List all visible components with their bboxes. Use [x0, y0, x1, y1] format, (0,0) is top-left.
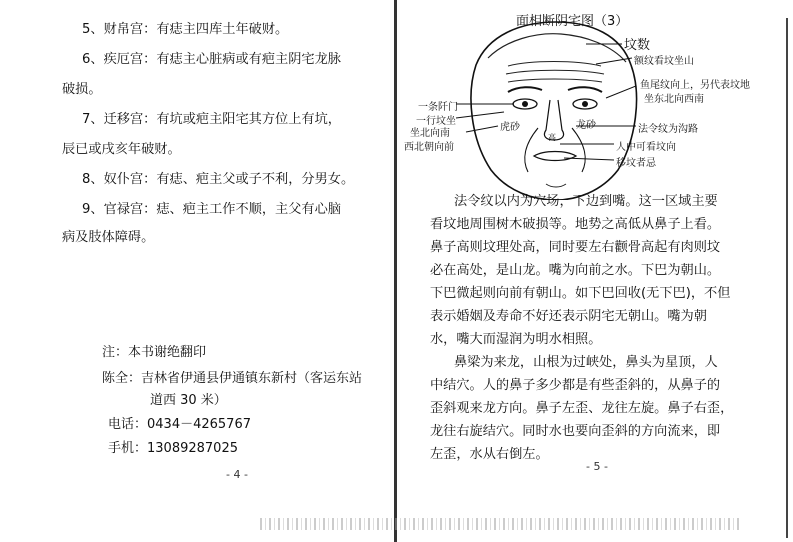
palace-item-9-cont: 病及肢体障碍。: [62, 230, 155, 245]
figure-title: 面相断阴宅图（3）: [516, 14, 629, 29]
paragraph-line-2: 看坟地周围树木破损等。地势之高低从鼻子上看。: [430, 217, 721, 232]
annotation-right-4: 法令纹为沟路: [638, 124, 698, 135]
left-eyebrow: [508, 87, 542, 92]
right-page: [396, 0, 793, 542]
paragraph-line-3: 鼻子高则坟理处高，同时要左右颧骨高起有肉则坟: [430, 240, 721, 255]
palace-item-5: 5、财帛宫：有痣主四库土年破财。: [82, 22, 289, 37]
annotation-left-3: 坐北向南: [410, 128, 450, 139]
palace-item-7: 7、迁移宫：有坑或疤主阳宅其方位上有坑，: [82, 112, 341, 127]
head-outline: [471, 22, 637, 200]
page-number-right: - 5 -: [586, 460, 608, 473]
left-page: [0, 0, 396, 542]
mouth: [534, 152, 576, 161]
annotation-right-6: 移坟者忌: [616, 158, 656, 169]
palace-item-9: 9、官禄宫：痣、疤主工作不顺，主父有心脑: [82, 202, 341, 217]
forehead-line-1: [508, 62, 601, 67]
palace-item-7-cont: 辰已或戌亥年破财。: [62, 142, 181, 157]
nasolabial-left: [525, 128, 538, 172]
annotation-right-3b: 坐东北向西南: [644, 94, 704, 105]
forehead-line-2: [506, 70, 604, 74]
chin-line: [546, 184, 566, 187]
right-pupil: [582, 101, 588, 107]
address-line-2: 道西 30 米）: [150, 393, 227, 408]
annotation-left-1: 一条阡门: [418, 102, 458, 113]
paragraph-line-8: 鼻梁为来龙，山根为过峡处，鼻头为星顶，人: [454, 355, 718, 370]
paragraph-line-4: 必在高处，是山龙。嘴为向前之水。下巴为朝山。: [430, 263, 721, 278]
mobile-number: 手机：13089287025: [108, 441, 238, 456]
phone-number: 电话：0434－4265767: [108, 417, 251, 432]
annotation-right-3a: 鱼尾纹向上，另代表坟地: [640, 80, 750, 91]
paragraph-line-10: 歪斜观来龙方向。鼻子左歪、龙往左旋。鼻子右歪，: [430, 401, 734, 416]
annotation-left-4: 西北朝向前: [404, 142, 454, 153]
forehead-line-3: [508, 79, 602, 82]
left-pupil: [522, 101, 528, 107]
annotation-dragon-sand: 龙砂: [576, 120, 596, 131]
hairline: [488, 34, 626, 62]
palace-item-6: 6、疾厄宫：有痣主心脏病或有疤主阴宅龙脉: [82, 52, 341, 67]
contact-name: [102, 368, 362, 390]
paragraph-line-9: 中结穴。人的鼻子多少都是有些歪斜的，从鼻子的: [430, 378, 721, 393]
right-eyebrow: [568, 87, 602, 92]
annotation-right-2: 额纹看坟坐山: [634, 56, 694, 67]
page-number-left: - 4 -: [226, 468, 248, 481]
annotation-tiger-sand: 虎砂: [500, 122, 520, 133]
annotation-right-5: 人中可看坟向: [616, 142, 676, 153]
paragraph-line-5: 下巴微起则向前有朝山。如下巴回收(无下巴)，不但: [430, 286, 731, 301]
contact-prefix: 陈全：: [102, 371, 142, 386]
paragraph-line-1: 法令纹以内为穴场，下边到嘴。这一区域主要: [454, 194, 718, 209]
address-line-1: 吉林省伊通县伊通镇东新村（客运东站: [141, 371, 363, 386]
leader-right-2: [596, 58, 632, 64]
nasolabial-right: [572, 128, 585, 172]
paragraph-line-7: 水，嘴大而湿润为明水相照。: [430, 332, 602, 347]
annotation-right-1: 坟数: [624, 38, 651, 53]
copyright-note: 注：本书谢绝翻印: [102, 345, 207, 360]
paragraph-line-11: 龙往右旋结穴。同时水也要向歪斜的方向流来，即: [430, 424, 721, 439]
annotation-nose: 高: [548, 133, 556, 142]
leader-left-3: [466, 126, 498, 132]
leader-right-3: [606, 86, 636, 98]
palace-item-8: 8、奴仆宫：有痣、疤主父或子不利，分男女。: [82, 172, 355, 187]
annotation-left-2: 一行坟坐: [416, 116, 456, 127]
paragraph-line-12: 左歪，水从右倒左。: [430, 447, 549, 462]
palace-item-6-cont: 破损。: [62, 82, 102, 97]
paragraph-line-6: 表示婚姻及寿命不好还表示阴宅无朝山。嘴为朝: [430, 309, 707, 324]
leader-left-2: [456, 112, 504, 118]
leader-right-6: [564, 158, 614, 160]
